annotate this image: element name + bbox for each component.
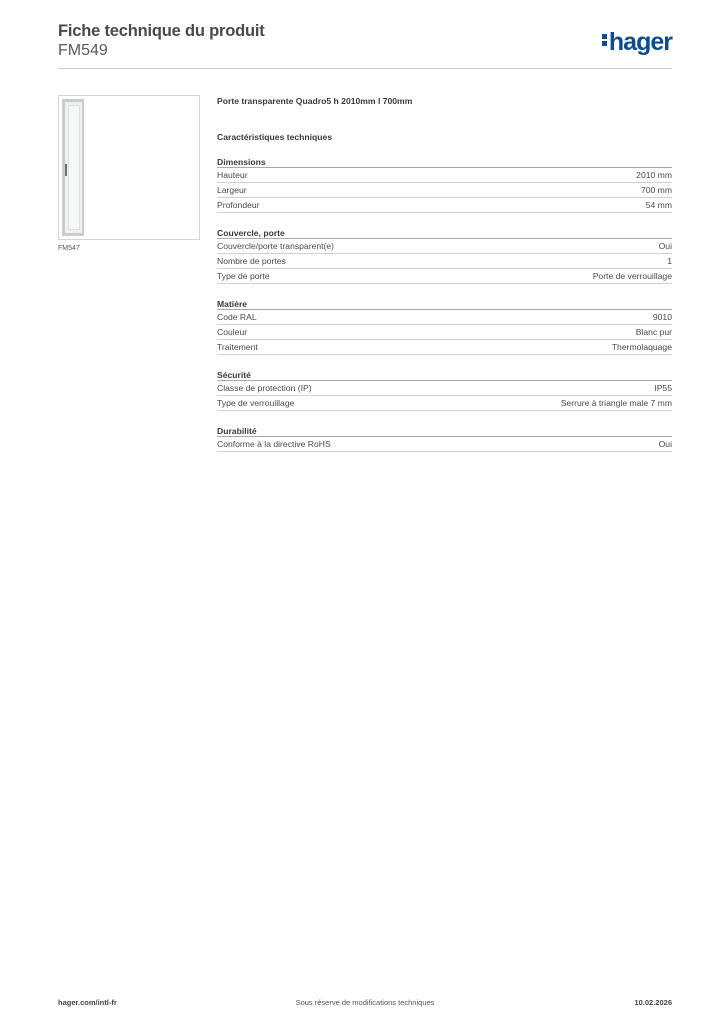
- spec-label: Traitement: [217, 342, 258, 352]
- door-glass: [68, 105, 80, 230]
- image-caption: FM547: [58, 245, 80, 252]
- spec-row: [217, 269, 672, 284]
- spec-row: [217, 381, 672, 396]
- section-title: Dimensions: [217, 156, 672, 168]
- spec-label: Code RAL: [217, 312, 257, 322]
- spec-value: Thermolaquage: [611, 342, 672, 352]
- spec-value: IP55: [654, 383, 672, 393]
- spec-label: Largeur: [217, 185, 247, 195]
- spec-value: Blanc pur: [635, 327, 672, 337]
- section-title: Matière: [217, 298, 672, 310]
- spec-row: [217, 325, 672, 340]
- spec-row: [217, 437, 672, 452]
- spec-value: 9010: [652, 312, 672, 322]
- footer-date: 10.02.2026: [634, 998, 672, 1007]
- spec-row: [217, 183, 672, 198]
- spec-label: Classe de protection (IP): [217, 383, 312, 393]
- spec-label: Conforme à la directive RoHS: [217, 439, 331, 449]
- spec-label: Profondeur: [217, 200, 260, 210]
- door-handle: [65, 164, 67, 176]
- product-reference: FM549: [58, 42, 108, 59]
- footer-website-link[interactable]: hager.com/intl-fr: [58, 998, 117, 1007]
- spec-label: Type de porte: [217, 271, 270, 281]
- door-illustration-icon: [62, 99, 84, 236]
- product-image: [58, 95, 200, 240]
- page-header: [58, 22, 672, 68]
- spec-value: 54 mm: [645, 200, 672, 210]
- header-divider: [58, 68, 672, 69]
- footer-notice: Sous réserve de modifications techniques: [295, 998, 435, 1007]
- logo-dots-icon: [602, 32, 608, 48]
- spec-row: [217, 239, 672, 254]
- section-title: Couvercle, porte: [217, 227, 672, 239]
- spec-row: [217, 340, 672, 355]
- page-title: Fiche technique du produit: [58, 22, 265, 40]
- spec-label: Hauteur: [217, 170, 248, 180]
- spec-section: [217, 369, 672, 411]
- section-title: Sécurité: [217, 369, 672, 381]
- spec-label: Type de verrouillage: [217, 398, 295, 408]
- specs-heading: Caractéristiques techniques: [217, 132, 333, 142]
- hager-logo[interactable]: [602, 28, 672, 57]
- spec-value: Porte de verrouillage: [592, 271, 672, 281]
- spec-label: Couleur: [217, 327, 248, 337]
- spec-section: [217, 156, 672, 213]
- spec-value: 1: [667, 256, 672, 266]
- spec-section: [217, 227, 672, 284]
- spec-section: [217, 298, 672, 355]
- spec-value: Oui: [658, 439, 672, 449]
- section-title: Durabilité: [217, 425, 672, 437]
- spec-sections: [217, 156, 672, 452]
- spec-label: Couvercle/porte transparent(e): [217, 241, 335, 251]
- spec-content: [217, 96, 672, 452]
- spec-row: [217, 168, 672, 183]
- spec-value: 700 mm: [640, 185, 672, 195]
- spec-value: 2010 mm: [636, 170, 672, 180]
- product-name: Porte transparente Quadro5 h 2010mm l 700mm: [217, 96, 413, 106]
- spec-section: [217, 425, 672, 452]
- spec-value: Oui: [658, 241, 672, 251]
- spec-label: Nombre de portes: [217, 256, 286, 266]
- spec-value: Serrure à triangle male 7 mm: [560, 398, 672, 408]
- spec-row: [217, 396, 672, 411]
- spec-row: [217, 198, 672, 213]
- logo-text: hager: [608, 28, 672, 56]
- spec-row: [217, 254, 672, 269]
- spec-row: [217, 310, 672, 325]
